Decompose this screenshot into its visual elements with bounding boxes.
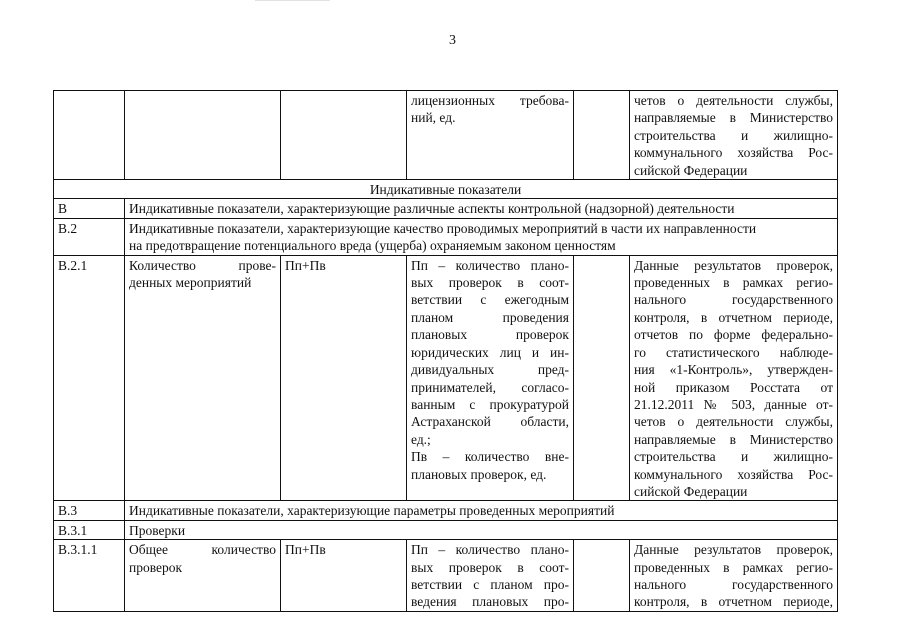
text-line: нального государственного bbox=[634, 292, 833, 308]
text-line: ветствии с ежегодным bbox=[411, 292, 569, 308]
table-row bbox=[54, 501, 838, 520]
indicators-table bbox=[53, 90, 838, 612]
text-line: 21.12.2011 № 503, данные от- bbox=[634, 396, 833, 412]
text-line: четов о деятельности службы, bbox=[634, 93, 833, 108]
text-line: четов о деятельности службы, bbox=[634, 414, 833, 430]
cell-formula bbox=[281, 91, 407, 180]
text-line: Количество прове- bbox=[129, 257, 276, 273]
cell-description bbox=[407, 255, 574, 501]
cell-code: В.3.1 bbox=[54, 520, 125, 539]
text-line: ед.; bbox=[411, 431, 431, 447]
text-line: ния «1-Контроль», утвержден- bbox=[634, 362, 833, 378]
cell-source bbox=[630, 91, 838, 180]
cell-code: В.2 bbox=[54, 218, 125, 255]
text-line: принимателей, согласо- bbox=[411, 379, 569, 395]
cell-name bbox=[125, 255, 281, 501]
table-row bbox=[54, 520, 838, 539]
text-line: направляемые в Министерство bbox=[634, 110, 833, 126]
text-line: ванным с прокуратурой bbox=[411, 396, 569, 412]
formula: Пп+Пв bbox=[285, 542, 326, 558]
text-line: Пв – количество вне- bbox=[411, 449, 569, 465]
cell-code: В.3 bbox=[54, 501, 125, 520]
text-line: ветствии с планом про- bbox=[411, 576, 569, 592]
text-line: Общее количество bbox=[129, 542, 276, 558]
text-line: Данные результатов проверок, bbox=[634, 257, 833, 273]
cell-empty bbox=[574, 540, 630, 612]
text-line: контроля, в отчетном периоде, bbox=[634, 309, 833, 325]
cell-group-text: Проверки bbox=[125, 520, 838, 539]
cell-empty bbox=[574, 91, 630, 180]
table-row bbox=[54, 540, 838, 612]
text-line: коммунального хозяйства Рос- bbox=[634, 466, 833, 482]
text-line: сийской Федерации bbox=[634, 483, 748, 499]
cell-formula bbox=[281, 540, 407, 612]
cell-name bbox=[125, 91, 281, 180]
cell-empty bbox=[574, 255, 630, 501]
text-line: лицензионных требова- bbox=[411, 93, 569, 108]
cell-source bbox=[630, 540, 838, 612]
text-line: направляемые в Министерство bbox=[634, 431, 833, 447]
section-title: Индикативные показатели bbox=[54, 180, 838, 199]
text-line: Пп – количество плано- bbox=[411, 542, 569, 558]
text-line: денных мероприятий bbox=[129, 275, 252, 291]
text-line: вых проверок в соот- bbox=[411, 559, 569, 575]
scan-artifact-mark bbox=[255, 0, 330, 3]
text-line: вых проверок в соот- bbox=[411, 275, 569, 291]
text-line: нального государственного bbox=[634, 576, 833, 592]
text-line: дивидуальных пред- bbox=[411, 362, 569, 378]
text-line: проведенных в рамках регио- bbox=[634, 275, 833, 291]
table-row-section-title bbox=[54, 180, 838, 199]
table-row bbox=[54, 218, 838, 255]
text-line: проведенных в рамках регио- bbox=[634, 559, 833, 575]
text-line: контроля, в отчетном периоде, bbox=[634, 594, 833, 610]
text-line: Индикативные показатели, характеризующие качество проводимых мероприятий в части их направленности bbox=[129, 220, 757, 236]
text-line: на предотвращение потенциального вреда (ущерба) охраняемым законом ценностям bbox=[129, 238, 616, 254]
cell-code: В.2.1 bbox=[54, 255, 125, 501]
text-line: коммунального хозяйства Рос- bbox=[634, 145, 833, 161]
text-line: ний, ед. bbox=[411, 110, 456, 126]
text-line: Пп – количество плано- bbox=[411, 257, 569, 273]
table-row bbox=[54, 255, 838, 501]
page-number: 3 bbox=[449, 33, 456, 48]
cell-code: В bbox=[54, 199, 125, 218]
text-line: сийской Федерации bbox=[634, 162, 748, 178]
cell-code bbox=[54, 91, 125, 180]
formula: Пп+Пв bbox=[285, 257, 326, 273]
table-row bbox=[54, 199, 838, 218]
table-row-continuation bbox=[54, 91, 838, 180]
cell-group-text bbox=[125, 218, 838, 255]
text-line: планом проведения bbox=[411, 309, 569, 325]
text-line: юридических лиц и ин- bbox=[411, 344, 569, 360]
text-line: плановых проверок, ед. bbox=[411, 466, 547, 482]
cell-description bbox=[407, 91, 574, 180]
cell-code: В.3.1.1 bbox=[54, 540, 125, 612]
cell-formula bbox=[281, 255, 407, 501]
text-line: отчетов по форме федерально- bbox=[634, 327, 833, 343]
cell-group-text: Индикативные показатели, характеризующие различные аспекты контрольной (надзорной) деятельности bbox=[125, 199, 838, 218]
cell-description bbox=[407, 540, 574, 612]
text-line: строительства и жилищно- bbox=[634, 449, 833, 465]
text-line: ведения плановых про- bbox=[411, 594, 569, 610]
text-line: ной приказом Росстата от bbox=[634, 379, 833, 395]
text-line: Астраханской области, bbox=[411, 414, 569, 430]
cell-source bbox=[630, 255, 838, 501]
text-line: го статистического наблюде- bbox=[634, 344, 833, 360]
cell-group-text: Индикативные показатели, характеризующие параметры проведенных мероприятий bbox=[125, 501, 838, 520]
text-line: плановых проверок bbox=[411, 327, 569, 343]
text-line: проверок bbox=[129, 559, 183, 575]
cell-name bbox=[125, 540, 281, 612]
text-line: Данные результатов проверок, bbox=[634, 542, 833, 558]
text-line: строительства и жилищно- bbox=[634, 127, 833, 143]
